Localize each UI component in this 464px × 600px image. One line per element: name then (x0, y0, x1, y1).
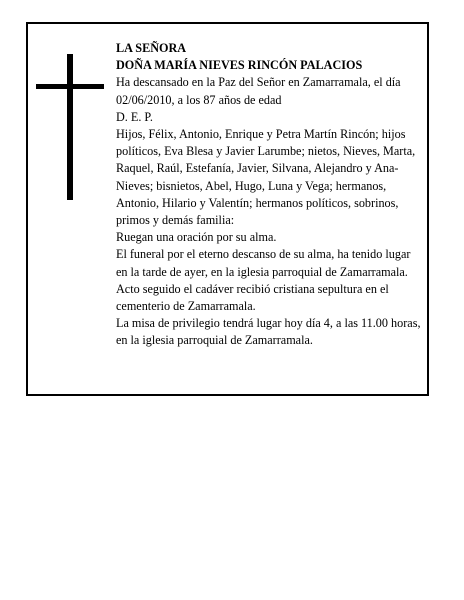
obituary-notice (26, 22, 429, 396)
prayer-request: Ruegan una oración por su alma. (116, 230, 277, 245)
mass-info: La misa de privilegio tendrá lugar hoy día 4, a las 11.00 horas, en la iglesia parroquial de Zamarramala. (116, 316, 421, 348)
cross-icon (36, 54, 104, 200)
family-list: Hijos, Félix, Antonio, Enrique y Petra Martín Rincón; hijos políticos, Eva Blesa y Javier Larumbe; nietos, Nieves, Marta, Raquel, Raúl, Estefanía, Javier, Silvana, Alejandro y Ana-Nieves; bisnietos, Abel, Hugo, Luna y Vega; hermanos, Antonio, Hilario y Valentín; hermanos políticos, sobrinos, primos y demás familia: (116, 127, 416, 228)
deceased-name: DOÑA MARÍA NIEVES RINCÓN PALACIOS (116, 58, 363, 73)
dep-line: D. E. P. (116, 109, 153, 124)
cross-horizontal-bar (36, 84, 104, 89)
notice-text (116, 40, 424, 350)
cross-vertical-bar (67, 54, 73, 200)
notice-heading: LA SEÑORA (116, 41, 187, 55)
funeral-info: El funeral por el eterno descanso de su alma, ha tenido lugar en la tarde de ayer, en la iglesia parroquial de Zamarramala. Acto seguido el cadáver recibió cristiana sepultura en el cementerio de Zamarramala. (116, 247, 411, 314)
rest-statement: Ha descansado en la Paz del Señor en Zamarramala, el día 02/06/2010, a los 87 años de edad (116, 75, 401, 107)
